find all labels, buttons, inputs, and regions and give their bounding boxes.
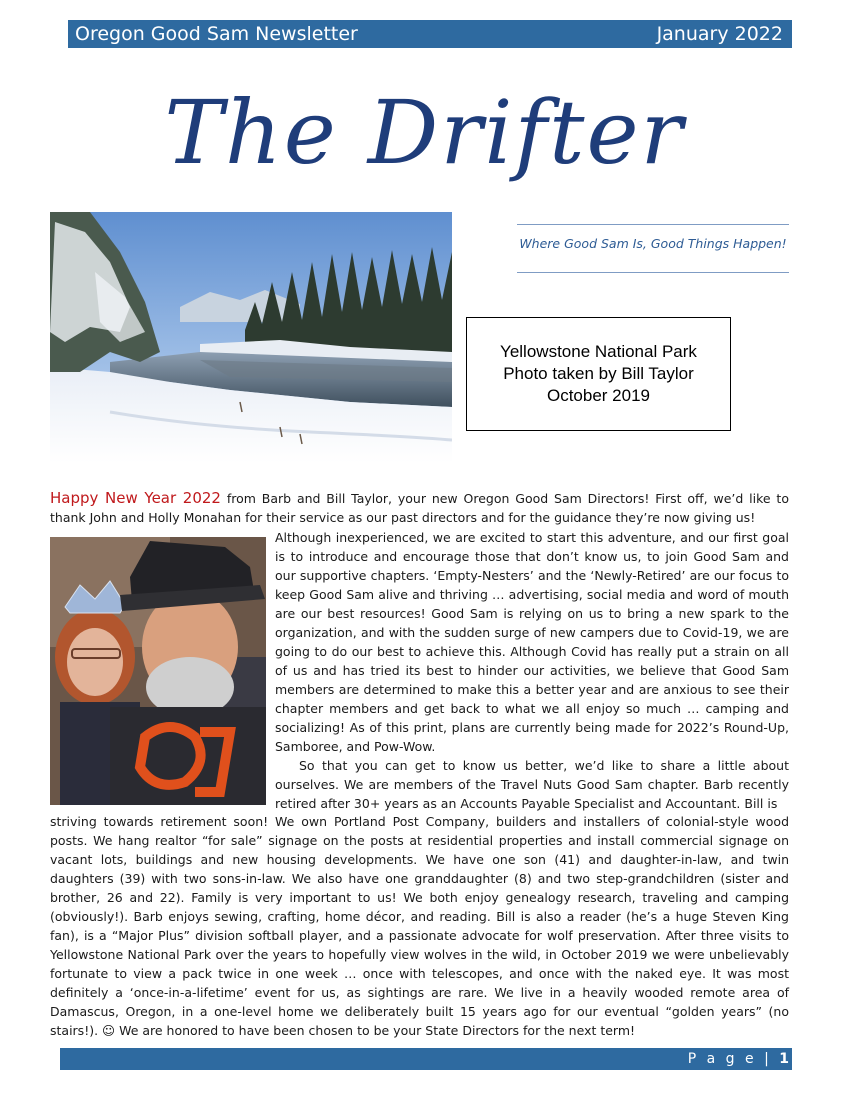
page-label: P a g e | bbox=[687, 1051, 772, 1067]
yellowstone-photo bbox=[50, 212, 452, 463]
intro-paragraph bbox=[50, 489, 789, 527]
page-indicator bbox=[688, 1048, 789, 1070]
smiley-icon: ☺ bbox=[102, 1023, 116, 1038]
caption-line-1: Yellowstone National Park bbox=[500, 342, 697, 361]
greeting: Happy New Year 2022 bbox=[50, 489, 221, 507]
paragraph-2-continued bbox=[50, 812, 789, 1040]
directors-photo bbox=[50, 537, 266, 805]
tagline-rule-bottom bbox=[517, 272, 789, 273]
closing-sentence: We are honored to have been chosen to be your State Directors for the next term! bbox=[119, 1023, 636, 1038]
issue-date: January 2022 bbox=[656, 23, 783, 45]
caption-line-2: Photo taken by Bill Taylor bbox=[503, 364, 694, 383]
tagline-rule-top bbox=[517, 224, 789, 225]
page-number: 1 bbox=[779, 1051, 789, 1067]
paragraph-2-start: So that you can get to know us better, we’d like to share a little about ourselves. We are members of the Travel Nuts Good Sam chapter. Barb recently retired after 30+ years as an Accounts Payable Specialist and Accountant. Bill is bbox=[275, 758, 789, 811]
intro-text: from Barb and Bill Taylor, your new Oregon Good Sam Directors! First off, we’d like to thank John and Holly Monahan for their service as our past directors and for the guidance they’re now giving us! bbox=[50, 491, 789, 525]
photo-caption-box bbox=[466, 317, 731, 431]
tagline: Where Good Sam Is, Good Things Happen! bbox=[519, 236, 787, 251]
masthead-title: The Drifter bbox=[164, 81, 685, 184]
header-bar bbox=[68, 20, 792, 48]
paragraph-2-rest: striving towards retirement soon! We own Portland Post Company, builders and installers of colonial-style wood posts. We hang realtor “for sale” signage on the posts at residential properties and install commercial signage on vacant lots, buildings and new housing developments. We have one son (41) and daughter-in-law, and twin daughters (39) with two sons-in-law. We also have one granddaughter (8) and two step-grandchildren (sister and brother, 26 and 22). Family is very important to us! We both enjoy genealogy research, traveling and camping (obviously!). Barb enjoys sewing, crafting, home décor, and reading. Bill is also a reader (he’s a huge Steven King fan), is a “Major Plus” division softball player, and a passionate advocate for wolf preservation. After three visits to Yellowstone National Park over the years to hopefully view wolves in the wild, in October 2019 we were unbelievably fortunate to view a pack twice in one week … once with telescopes, and once with the naked eye. It was most definitely a ‘once-in-a-lifetime’ event for us, as sightings are rare. We live in a heavily wooded remote area of Damascus, Oregon, in a one-level home we deliberately built 15 years ago for our eventual “golden years” (no stairs!). bbox=[50, 814, 789, 1038]
newsletter-name: Oregon Good Sam Newsletter bbox=[75, 23, 358, 45]
paragraph-1: Although inexperienced, we are excited to start this adventure, and our first goal is to introduce and encourage those that don’t know us, to join Good Sam and our supportive chapters. ‘Empty-Nesters’ and the ‘Newly-Retired’ are our focus to keep Good Sam alive and thriving … advertising, social media and word of mouth are our best resources! Good Sam is relying on us to bring a new spark to the organization, and with the sudden surge of new campers due to Covid-19, we are going to do our best to achieve this. Although Covid has really put a strain on all of us and has tried its best to hinder our activities, we believe that Good Sam members are determined to make this a better year and are anxious to see their chapter members and get back to what we all enjoy so much … camping and socializing! As of this print, plans are currently being made for 2022’s Round-Up, Samboree, and Pow-Wow. bbox=[275, 530, 789, 754]
article-wrap-column bbox=[275, 528, 789, 813]
footer-bar bbox=[60, 1048, 792, 1070]
caption-line-3: October 2019 bbox=[546, 386, 650, 405]
